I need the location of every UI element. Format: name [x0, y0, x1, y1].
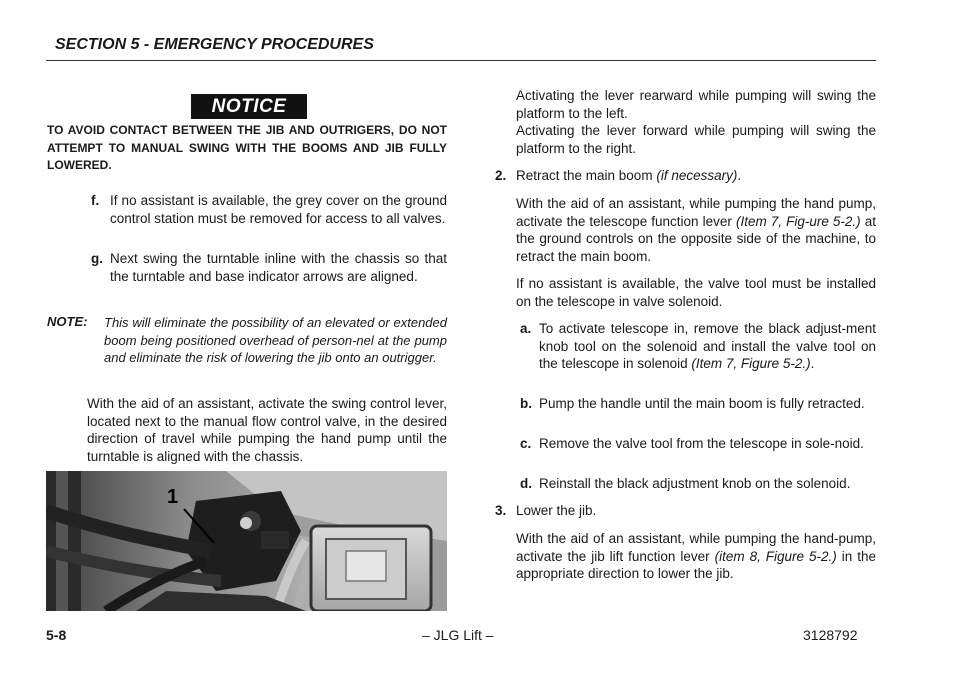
- substep-c: c. Remove the valve tool from the telescope in sole-noid.: [520, 436, 864, 451]
- step-3-paragraph: With the aid of an assistant, while pumping the hand-pump, activate the jib lift function lever (item 8, Figure 5-2.) in the appropriate direction to lower the jib.: [516, 531, 876, 581]
- notice-text: TO AVOID CONTACT BETWEEN THE JIB AND OUTRIGERS, DO NOT ATTEMPT TO MANUAL SWING WITH THE BOOMS AND JIB FULLY LOWERED.: [47, 123, 447, 172]
- step-f-text: If no assistant is available, the grey cover on the ground control station must be removed for access to all valves.: [110, 193, 447, 226]
- step-g-label: g.: [91, 251, 103, 266]
- page-number: 5-8: [46, 627, 67, 643]
- substep-d: d. Reinstall the black adjustment knob on the solenoid.: [520, 476, 851, 491]
- control-valve-photo-drawing: [46, 471, 447, 611]
- step-f-label: f.: [91, 193, 100, 208]
- step-3: 3. Lower the jib.: [495, 503, 597, 518]
- step-f: [91, 192, 447, 227]
- control-valve-photo: [46, 471, 447, 611]
- step-2-number: 2.: [495, 168, 507, 183]
- substep-b-label: b.: [520, 396, 532, 411]
- notice-label: NOTICE: [191, 94, 307, 119]
- step-3-number: 3.: [495, 503, 507, 518]
- substep-a: a. To activate telescope in, remove the black adjust-ment knob tool on the solenoid and install the valve tool on the telescope in solenoid (Item 7, Figure 5-2.).: [520, 321, 876, 371]
- note-label: NOTE:: [47, 314, 88, 329]
- substep-a-label: a.: [520, 321, 532, 336]
- rearward-text: Activating the lever rearward while pumping will swing the platform to the left.: [516, 88, 876, 121]
- step-2: [495, 167, 876, 185]
- photo-callout-number: 1: [167, 486, 179, 508]
- step-2-text: Retract the main boom (if necessary).: [516, 168, 742, 183]
- substep-c-label: c.: [520, 436, 532, 451]
- header-divider: [46, 60, 876, 61]
- step-2-paragraph-2: If no assistant is available, the valve tool must be installed on the telescope in valve solenoid.: [516, 276, 876, 309]
- step-g: [91, 250, 447, 285]
- step-g-text: Next swing the turntable inline with the chassis so that the turntable and base indicator arrows are aligned.: [110, 251, 447, 284]
- forward-text: Activating the lever forward while pumping will swing the platform to the right.: [516, 123, 876, 156]
- note-text: This will eliminate the possibility of an elevated or extended boom being positioned overhead of person-nel at the pump and eliminate the risk of lowering the jib onto an outrigger.: [104, 315, 447, 365]
- substep-d-label: d.: [520, 476, 532, 491]
- step-2-paragraph-1: With the aid of an assistant, while pumping the hand pump, activate the telescope function lever (Item 7, Fig-ure 5-2.) at the ground controls on the opposite side of the machine, to retract the main boom.: [516, 196, 876, 264]
- section-title: SECTION 5 - EMERGENCY PROCEDURES: [55, 36, 374, 53]
- footer-center-text: – JLG Lift –: [422, 627, 494, 643]
- substep-b: b. Pump the handle until the main boom is fully retracted.: [520, 396, 865, 411]
- swing-paragraph: With the aid of an assistant, activate the swing control lever, located next to the manual flow control valve, in the desired direction of travel while pumping the hand pump until the turntable is aligned with the chassis.: [87, 396, 447, 464]
- document-number: 3128792: [803, 627, 858, 643]
